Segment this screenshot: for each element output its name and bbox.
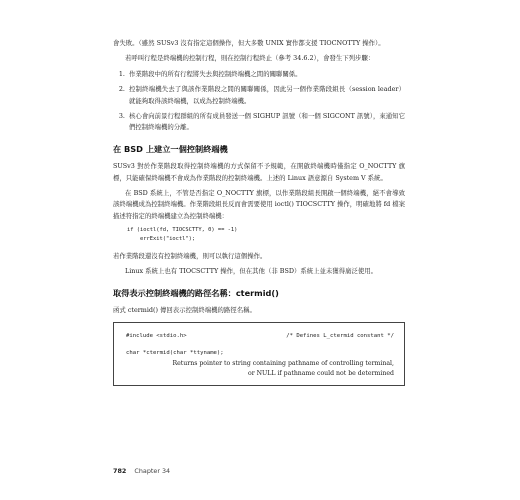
code-snippet: if (ioctl(fd, TIOCSCTTY, 0) == -1) errExit("ioctl"); (127, 227, 238, 243)
section-heading-bsd: 在 BSD 上建立一個控制終端機 (113, 143, 228, 154)
include-directive: #include <stdio.h> (126, 333, 187, 340)
function-prototype-box (113, 322, 405, 386)
bsd-paragraph-4: Linux 系統上也有 TIOCSCTTY 操作，但在其他（非 BSD）系統上並未獲得廣泛使用。 (125, 267, 378, 276)
return-description-2: or NULL if pathname could not be determined (247, 370, 394, 378)
include-comment: /* Defines L_ctermid constant */ (286, 333, 394, 340)
page-content (113, 38, 405, 386)
list-item: 2. 控制終端機失去了與該作業階段之間的關聯關係，因此另一個作業階段組長（session leader）就能夠取得該終端機，以成為控制終端機。 (127, 84, 405, 107)
list-item: 1. 作業階段中的所有行程將失去與控制終端機之間的關聯關係。 (127, 69, 405, 80)
page-number: 782 (113, 467, 127, 475)
steps-list (113, 69, 405, 134)
return-description-1: Returns pointer to string containing pathname of controlling terminal, (172, 360, 394, 368)
section-heading-ctermid: 取得表示控制終端機的路徑名稱：ctermid() (113, 287, 279, 298)
list-item: 3. 核心會向前景行程群組的所有成員發送一個 SIGHUP 訊號（和一個 SIGCONT 訊號），來通知它們控制終端機的分離。 (127, 111, 405, 134)
steps-intro-paragraph: 若呼叫行程是終端機的控制行程，則在控制行程終止（參考 34.6.2），會發生下列步驟： (125, 54, 375, 63)
include-line (126, 331, 394, 342)
bsd-paragraph-2: 在 BSD 系統上，不管是否指定 O_NOCTTY 旗標，以作業階段組長開啟一個終端機，絕不會導致該終端機成為控制終端機。作業階段組長反而會需要使用 ioctl() TIOCSCTTY 操作，明確地將 fd 檔案描述符指定的終端機建立為控制終端機： (113, 189, 406, 220)
bsd-paragraph-3: 若作業階段還沒有控制終端機，則可以執行這個操作。 (113, 251, 267, 260)
ctermid-paragraph: 函式 ctermid() 傳回表示控制終端機的路徑名稱。 (113, 305, 256, 314)
bsd-paragraph-1: SUSv3 對於作業階段取得控制終端機的方式保留不予規範，在開啟終端機時僅指定 O_NOCTTY 旗標，只能確保終端機不會成為作業階段的控制終端機。上述的 Linux 語意源自 System V 系統。 (113, 162, 405, 182)
chapter-label: Chapter 34 (134, 467, 171, 475)
function-declaration: char *ctermid(char *ttyname); (126, 350, 224, 357)
intro-paragraph: 會失敗。（雖然 SUSv3 沒有指定這個操作，但大多數 UNIX 實作都支援 TIOCNOTTY 操作）。 (113, 39, 385, 47)
page-footer (113, 467, 170, 475)
